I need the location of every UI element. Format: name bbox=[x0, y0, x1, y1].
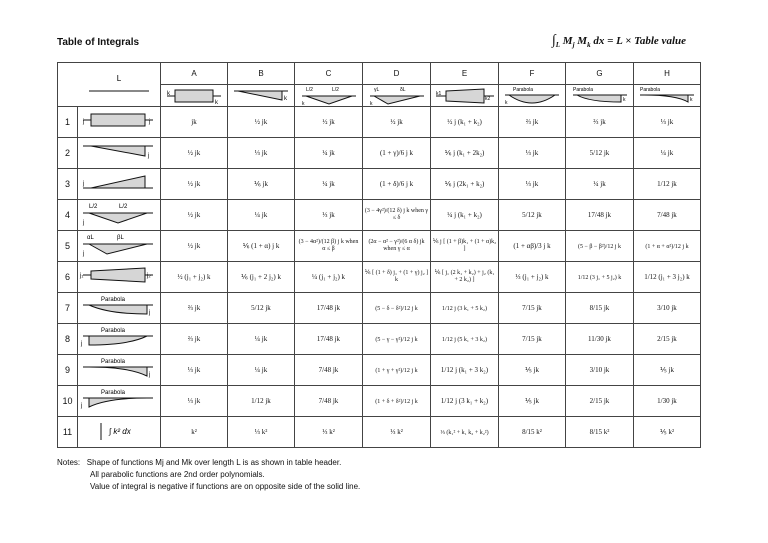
cell-g: 1/12 (3 j₁ + 5 j₂) k bbox=[566, 262, 634, 293]
cell-c: ¼ (j₁ + j₂) k bbox=[295, 262, 363, 293]
svg-text:j: j bbox=[83, 220, 85, 226]
shape-a bbox=[161, 85, 228, 107]
row-shape bbox=[78, 324, 161, 355]
page-title: Table of Integrals bbox=[57, 37, 140, 48]
col-header-g: G bbox=[566, 63, 634, 85]
cell-c: ½ jk bbox=[295, 107, 363, 138]
row-number: 3 bbox=[58, 169, 78, 200]
cell-f: 8/15 k² bbox=[499, 417, 566, 448]
svg-text:k1: k1 bbox=[435, 90, 441, 97]
cell-a: ⅓ jk bbox=[161, 355, 228, 386]
cell-a: ½ jk bbox=[161, 200, 228, 231]
table-row bbox=[58, 107, 701, 138]
cell-h: 1/12 jk bbox=[634, 169, 701, 200]
cell-b: ⅓ k² bbox=[228, 417, 295, 448]
svg-text:j: j bbox=[83, 119, 85, 125]
svg-text:k: k bbox=[369, 100, 372, 106]
cell-g: 11/30 jk bbox=[566, 324, 634, 355]
cell-b: 1/12 jk bbox=[228, 386, 295, 417]
shape-g bbox=[566, 85, 634, 107]
cell-c: 7/48 jk bbox=[295, 386, 363, 417]
row-number: 7 bbox=[58, 293, 78, 324]
cell-f: (1 + αβ)/3 j k bbox=[499, 231, 566, 262]
cell-e: ⅙ j (2k₁ + k₂) bbox=[431, 169, 499, 200]
cell-h: ⅕ jk bbox=[634, 355, 701, 386]
cell-f: 5/12 jk bbox=[499, 200, 566, 231]
cell-h: (1 + α + α²)/12 j k bbox=[634, 231, 701, 262]
cell-e: ¼ j (k₁ + k₂) bbox=[431, 200, 499, 231]
cell-d: (1 + δ + δ²)/12 j k bbox=[363, 386, 431, 417]
cell-a: ⅔ jk bbox=[161, 293, 228, 324]
cell-g: ¼ jk bbox=[566, 169, 634, 200]
row-shape bbox=[78, 386, 161, 417]
table-row bbox=[58, 293, 701, 324]
cell-b: ⅓ jk bbox=[228, 138, 295, 169]
cell-c: ⅓ k² bbox=[295, 417, 363, 448]
svg-text:L/2: L/2 bbox=[89, 204, 98, 210]
svg-text:j: j bbox=[81, 341, 83, 347]
svg-text:Parabola: Parabola bbox=[101, 297, 126, 303]
cell-a: ⅔ jk bbox=[161, 324, 228, 355]
cell-h: ⅓ jk bbox=[634, 107, 701, 138]
cell-h: ⅕ k² bbox=[634, 417, 701, 448]
svg-text:j: j bbox=[83, 181, 85, 187]
integral-formula: $\int_L$ $M_j$ $M_k$ dx = L × Table value bbox=[551, 33, 686, 50]
svg-text:L/2: L/2 bbox=[119, 204, 128, 210]
row-shape bbox=[78, 107, 161, 138]
cell-b: ⅙ (j₁ + 2 j₂) k bbox=[228, 262, 295, 293]
cell-g: 5/12 jk bbox=[566, 138, 634, 169]
cell-e: ⅙ [ j₁ (2 k₁ + k₂) + j₂ (k₁ + 2 k₂) ] bbox=[431, 262, 499, 293]
cell-a: k² bbox=[161, 417, 228, 448]
length-label: L bbox=[116, 73, 122, 83]
svg-text:k: k bbox=[301, 100, 304, 106]
table-row bbox=[58, 138, 701, 169]
svg-text:Parabola: Parabola bbox=[101, 390, 126, 396]
cell-f: ⅓ jk bbox=[499, 138, 566, 169]
row-shape bbox=[78, 262, 161, 293]
cell-b: ¼ jk bbox=[228, 200, 295, 231]
shape-e bbox=[431, 85, 499, 107]
cell-h: 7/48 jk bbox=[634, 200, 701, 231]
cell-d: (2α − α² − γ²)/(6 α δ) jk when γ ≤ α bbox=[363, 231, 431, 262]
svg-text:Parabola: Parabola bbox=[101, 328, 126, 334]
svg-text:L/2: L/2 bbox=[331, 86, 339, 93]
svg-text:k: k bbox=[505, 99, 508, 106]
col-header-c: C bbox=[295, 63, 363, 85]
cell-b: ⅙ jk bbox=[228, 169, 295, 200]
row-number: 10 bbox=[58, 386, 78, 417]
table-row bbox=[58, 200, 701, 231]
col-header-b: B bbox=[228, 63, 295, 85]
svg-text:j: j bbox=[149, 372, 151, 378]
cell-f: 7/15 jk bbox=[499, 324, 566, 355]
svg-text:k2: k2 bbox=[484, 95, 490, 102]
svg-text:j: j bbox=[81, 403, 83, 409]
cell-g: 3/10 jk bbox=[566, 355, 634, 386]
cell-g: (5 − β − β²)/12 j k bbox=[566, 231, 634, 262]
row-number: 8 bbox=[58, 324, 78, 355]
cell-h: 1/12 (j₁ + 3 j₂) k bbox=[634, 262, 701, 293]
cell-c: 17/48 jk bbox=[295, 324, 363, 355]
cell-b: ½ jk bbox=[228, 107, 295, 138]
shape-h bbox=[634, 85, 701, 107]
cell-d: (5 − δ − δ²)/12 j k bbox=[363, 293, 431, 324]
svg-text:αL: αL bbox=[87, 235, 94, 241]
cell-a: jk bbox=[161, 107, 228, 138]
cell-g: 8/15 k² bbox=[566, 417, 634, 448]
svg-text:Parabola: Parabola bbox=[513, 86, 534, 93]
cell-f: ⅓ (j₁ + j₂) k bbox=[499, 262, 566, 293]
cell-h: 3/10 jk bbox=[634, 293, 701, 324]
shape-d bbox=[363, 85, 431, 107]
row-shape bbox=[78, 355, 161, 386]
table-row bbox=[58, 169, 701, 200]
cell-b: 5/12 jk bbox=[228, 293, 295, 324]
cell-f: ⅕ jk bbox=[499, 355, 566, 386]
cell-d: ⅓ k² bbox=[363, 417, 431, 448]
svg-text:δL: δL bbox=[399, 86, 406, 93]
cell-d: ⅙ [ (1 + δ) j₁ + (1 + γ) j₂ ] k bbox=[363, 262, 431, 293]
cell-c: 17/48 jk bbox=[295, 293, 363, 324]
cell-d: ½ jk bbox=[363, 107, 431, 138]
table-row bbox=[58, 355, 701, 386]
cell-d: (1 + γ + γ²)/12 j k bbox=[363, 355, 431, 386]
cell-c: (3 − 4α²)/(12 β) j k when α ≤ β bbox=[295, 231, 363, 262]
col-header-d: D bbox=[363, 63, 431, 85]
integral-table bbox=[57, 62, 701, 448]
cell-h: 1/30 jk bbox=[634, 386, 701, 417]
cell-a: ½ jk bbox=[161, 138, 228, 169]
svg-text:∫ k² dx: ∫ k² dx bbox=[109, 427, 131, 436]
row-shape bbox=[78, 138, 161, 169]
cell-a: ½ (j₁ + j₂) k bbox=[161, 262, 228, 293]
notes: Notes: Shape of functions Mj and Mk over length L is as shown in table header. All parabolic functions are 2nd order polynomials. Value of integral is negative if functions are on opposite side of the solid line. bbox=[57, 458, 361, 491]
col-header-h: H bbox=[634, 63, 701, 85]
cell-e: 1/12 j (3 k₁ + k₂) bbox=[431, 386, 499, 417]
svg-text:Parabola: Parabola bbox=[572, 86, 593, 93]
svg-text:βL: βL bbox=[117, 235, 124, 241]
table-row bbox=[58, 324, 701, 355]
cell-f: ⅔ jk bbox=[499, 107, 566, 138]
cell-h: 2/15 jk bbox=[634, 324, 701, 355]
svg-text:Parabola: Parabola bbox=[101, 359, 126, 365]
shape-c bbox=[295, 85, 363, 107]
cell-g: 2/15 jk bbox=[566, 386, 634, 417]
table-row bbox=[58, 262, 701, 293]
shape-f bbox=[499, 85, 566, 107]
cell-b: ⅙ (1 + α) j k bbox=[228, 231, 295, 262]
cell-e: ½ j (k₁ + k₂) bbox=[431, 107, 499, 138]
col-header-f: F bbox=[499, 63, 566, 85]
cell-e: ⅙ j (k₁ + 2k₂) bbox=[431, 138, 499, 169]
cell-c: ⅓ jk bbox=[295, 200, 363, 231]
cell-c: 7/48 jk bbox=[295, 355, 363, 386]
svg-text:Parabola: Parabola bbox=[640, 86, 661, 93]
col-header-a: A bbox=[161, 63, 228, 85]
table-row bbox=[58, 386, 701, 417]
cell-e: 1/12 j (k₁ + 3 k₂) bbox=[431, 355, 499, 386]
row-number: 5 bbox=[58, 231, 78, 262]
cell-e: ⅙ j [ (1 + β)k₁ + (1 + α)k₂ ] bbox=[431, 231, 499, 262]
row-shape bbox=[78, 417, 161, 448]
cell-c: ¼ jk bbox=[295, 169, 363, 200]
svg-text:j₂: j₂ bbox=[147, 273, 151, 279]
cell-b: ¼ jk bbox=[228, 324, 295, 355]
cell-g: 8/15 jk bbox=[566, 293, 634, 324]
cell-g: 17/48 jk bbox=[566, 200, 634, 231]
table-row bbox=[58, 231, 701, 262]
row-number: 2 bbox=[58, 138, 78, 169]
svg-text:j: j bbox=[149, 310, 151, 316]
svg-text:γL: γL bbox=[373, 86, 379, 93]
cell-f: ⅕ jk bbox=[499, 386, 566, 417]
table-row bbox=[58, 417, 701, 448]
cell-f: 7/15 jk bbox=[499, 293, 566, 324]
row-shape bbox=[78, 231, 161, 262]
row-shape bbox=[78, 200, 161, 231]
cell-e: 1/12 j (3 k₁ + 5 k₂) bbox=[431, 293, 499, 324]
svg-text:j: j bbox=[149, 119, 151, 125]
row-shape bbox=[78, 169, 161, 200]
cell-f: ⅓ jk bbox=[499, 169, 566, 200]
cell-e: 1/12 j (5 k₁ + 3 k₂) bbox=[431, 324, 499, 355]
cell-d: (1 + γ)/6 j k bbox=[363, 138, 431, 169]
cell-a: ½ jk bbox=[161, 169, 228, 200]
svg-text:k: k bbox=[215, 99, 218, 106]
cell-d: (3 − 4γ²)/(12 δ) j k when γ ≤ δ bbox=[363, 200, 431, 231]
svg-text:k: k bbox=[167, 90, 170, 97]
cell-e: ⅓ (k₁² + k₁ k₂ + k₂²) bbox=[431, 417, 499, 448]
svg-text:j: j bbox=[148, 153, 150, 159]
row-number: 1 bbox=[58, 107, 78, 138]
row-number: 11 bbox=[58, 417, 78, 448]
row-number: 4 bbox=[58, 200, 78, 231]
svg-text:j: j bbox=[83, 251, 85, 257]
cell-d: (5 − γ − γ²)/12 j k bbox=[363, 324, 431, 355]
cell-b: ¼ jk bbox=[228, 355, 295, 386]
svg-text:k: k bbox=[284, 95, 287, 102]
header-corner bbox=[58, 63, 161, 107]
cell-g: ⅔ jk bbox=[566, 107, 634, 138]
cell-c: ¼ jk bbox=[295, 138, 363, 169]
row-number: 9 bbox=[58, 355, 78, 386]
cell-d: (1 + δ)/6 j k bbox=[363, 169, 431, 200]
col-header-e: E bbox=[431, 63, 499, 85]
cell-a: ⅓ jk bbox=[161, 386, 228, 417]
cell-h: ¼ jk bbox=[634, 138, 701, 169]
row-shape bbox=[78, 293, 161, 324]
svg-text:k: k bbox=[622, 96, 625, 103]
svg-text:k: k bbox=[690, 96, 693, 103]
row-number: 6 bbox=[58, 262, 78, 293]
cell-a: ½ jk bbox=[161, 231, 228, 262]
svg-text:L/2: L/2 bbox=[305, 86, 313, 93]
shape-b bbox=[228, 85, 295, 107]
svg-text:j₁: j₁ bbox=[80, 273, 84, 279]
